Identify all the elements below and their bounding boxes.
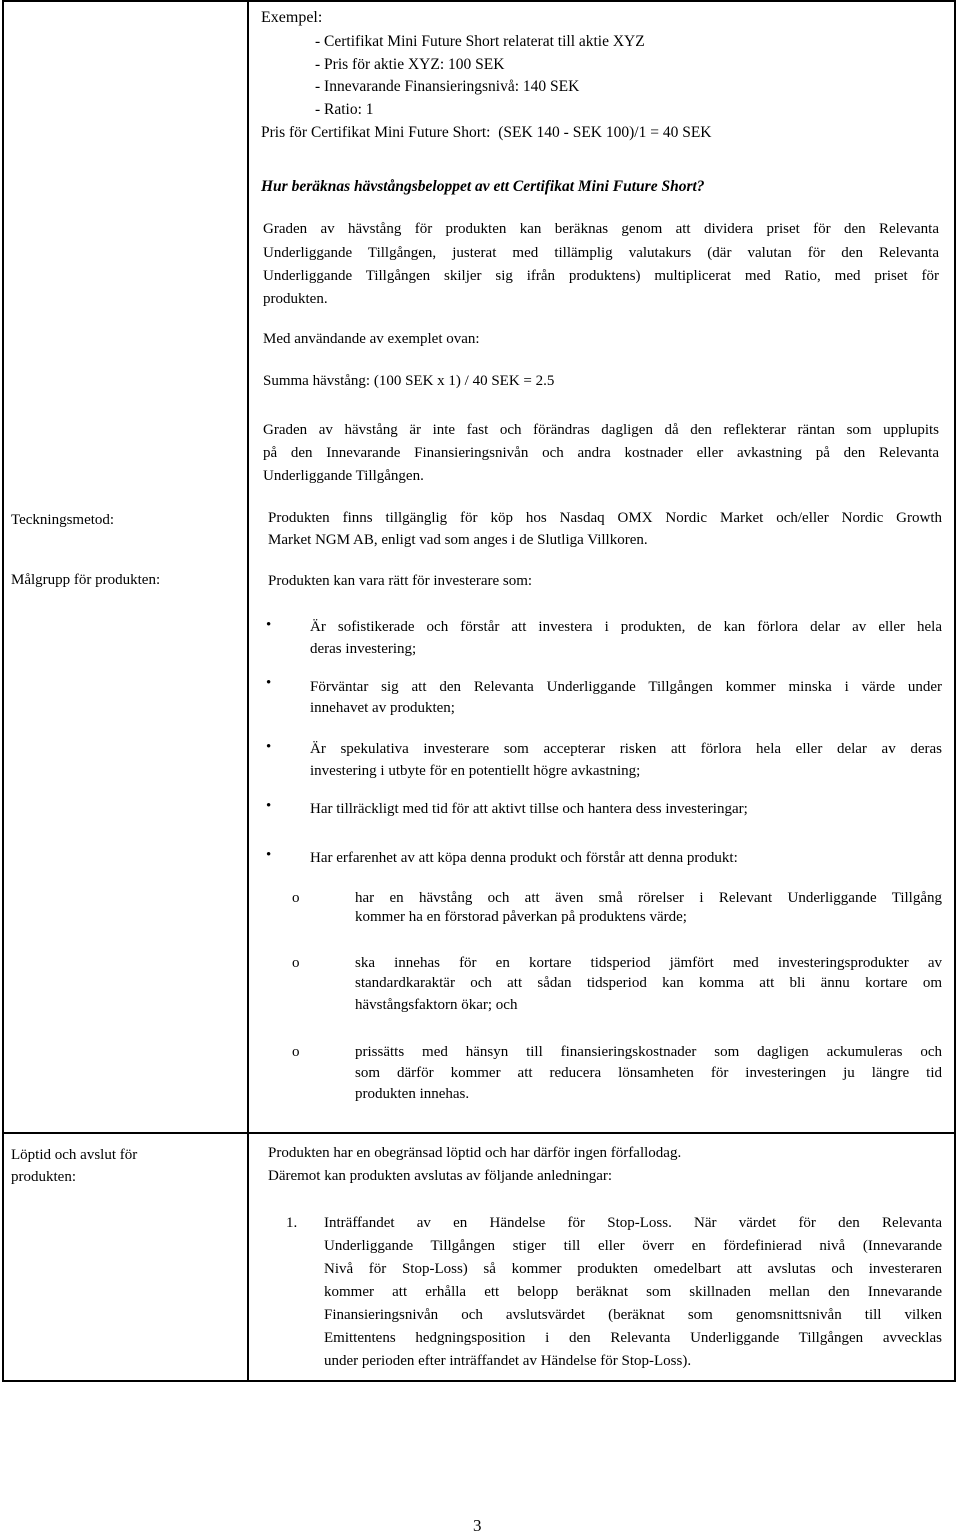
subbullet-line: produkten innehas. bbox=[355, 1086, 470, 1102]
subbullet-line: kommer ha en förstorad påverkan på produktens värde; bbox=[355, 909, 687, 925]
table-column-divider bbox=[247, 0, 249, 1382]
example-price-line: Pris för Certifikat Mini Future Short: (SEK 140 - SEK 100)/1 = 40 SEK bbox=[261, 124, 712, 141]
subbullet-marker: o bbox=[292, 1044, 300, 1060]
subbullet-line: ska innehas för en kortare tidsperiod jämfört med investeringsprodukter av bbox=[355, 955, 942, 971]
term-item-line: Underliggande Tillgången stiger till eller överr en fördefinierad nivå (Innevarande bbox=[324, 1238, 942, 1254]
leverage-para1-line: Underliggande Tillgången skiljer sig ifrån produktens) multiplicerat med Ratio, med priset för bbox=[263, 268, 939, 284]
bullet-marker: • bbox=[266, 847, 272, 863]
term-item-line: Nivå för Stop-Loss) så kommer produkten omedelbart att avslutas och investeraren bbox=[324, 1261, 942, 1277]
target-intro: Produkten kan vara rätt för investerare som: bbox=[268, 573, 533, 589]
bullet-line: Är spekulativa investerare som accepterar risken att förlora hela eller delar av deras bbox=[310, 741, 942, 757]
bullet-marker: • bbox=[266, 798, 272, 814]
subscription-text-line: Market NGM AB, enligt vad som anges i de Slutliga Villkoren. bbox=[268, 532, 648, 548]
subbullet-line: prissätts med hänsyn till finansieringskostnader som dagligen ackumuleras och bbox=[355, 1044, 942, 1060]
term-text-line: Produkten har en obegränsad löptid och har därför ingen förfallodag. bbox=[268, 1145, 682, 1161]
example-item: - Pris för aktie XYZ: 100 SEK bbox=[315, 56, 505, 73]
example-item: - Certifikat Mini Future Short relaterat till aktie XYZ bbox=[315, 33, 645, 50]
term-label-line: produkten: bbox=[11, 1169, 76, 1185]
subbullet-marker: o bbox=[292, 955, 300, 971]
term-item-line: Finansieringsnivån och avslutsvärdet (beräknat som genomsnittsnivån till vilken bbox=[324, 1307, 942, 1323]
example-title: Exempel: bbox=[261, 9, 323, 26]
bullet-marker: • bbox=[266, 739, 272, 755]
leverage-formula: Summa hävstång: (100 SEK x 1) / 40 SEK = 2.5 bbox=[263, 373, 555, 389]
example-item: - Ratio: 1 bbox=[315, 101, 374, 118]
table-border-right bbox=[954, 0, 956, 1382]
bullet-line: investering i utbyte för en potentiellt högre avkastning; bbox=[310, 763, 641, 779]
bullet-marker: • bbox=[266, 675, 272, 691]
term-label-line: Löptid och avslut för bbox=[11, 1147, 138, 1163]
term-item-number: 1. bbox=[286, 1215, 298, 1231]
subbullet-line: hävstångsfaktorn ökar; och bbox=[355, 997, 518, 1013]
bullet-line: Är sofistikerade och förstår att investera i produkten, de kan förlora delar av eller hela bbox=[310, 619, 942, 635]
subbullet-line: som därför kommer att reducera lönsamheten för investeringen ju längre tid bbox=[355, 1065, 942, 1081]
bullet-line: deras investering; bbox=[310, 641, 417, 657]
example-item: - Innevarande Finansieringsnivå: 140 SEK bbox=[315, 78, 580, 95]
table-border-left bbox=[2, 0, 4, 1382]
subscription-label: Teckningsmetod: bbox=[11, 512, 115, 528]
term-item-line: under perioden efter inträffandet av Händelse för Stop-Loss). bbox=[324, 1353, 692, 1369]
leverage-para3-line: Graden av hävstång är inte fast och förändras dagligen då den reflekterar räntan som upplupits bbox=[263, 422, 939, 438]
subscription-text-line: Produkten finns tillgänglig för köp hos Nasdaq OMX Nordic Market och/eller Nordic Growth bbox=[268, 510, 942, 526]
leverage-example-intro: Med användande av exemplet ovan: bbox=[263, 331, 480, 347]
term-item-line: Inträffandet av en Händelse för Stop-Loss. När värdet för den Relevanta bbox=[324, 1215, 942, 1231]
row-divider-term bbox=[2, 1132, 956, 1134]
leverage-para1-line: produkten. bbox=[263, 291, 328, 307]
bullet-marker: • bbox=[266, 617, 272, 633]
page-number: 3 bbox=[473, 1516, 482, 1535]
term-item-line: kommer att erhålla ett belopp beräknat som skillnaden mellan den Innevarande bbox=[324, 1284, 942, 1300]
target-label: Målgrupp för produkten: bbox=[11, 572, 161, 588]
subbullet-marker: o bbox=[292, 890, 300, 906]
leverage-para3-line: Underliggande Tillgången. bbox=[263, 468, 424, 484]
leverage-para1-line: Underliggande Tillgången, justerat med tillämplig valutakurs (där valutan för den Relevanta bbox=[263, 245, 939, 261]
bullet-line: Förväntar sig att den Relevanta Underliggande Tillgången kommer minska i värde under bbox=[310, 679, 942, 695]
bullet-line: innehavet av produkten; bbox=[310, 700, 455, 716]
leverage-para1-line: Graden av hävstång för produkten kan beräknas genom att dividera priset för den Relevanta bbox=[263, 221, 939, 237]
term-item-line: Emittentens hedgningsposition i den Relevanta Underliggande Tillgången avvecklas bbox=[324, 1330, 942, 1346]
table-border-bottom bbox=[2, 1380, 956, 1382]
term-text-line: Däremot kan produkten avslutas av följande anledningar: bbox=[268, 1168, 613, 1184]
table-border-top bbox=[2, 0, 956, 2]
leverage-heading: Hur beräknas hävstångsbeloppet av ett Certifikat Mini Future Short? bbox=[261, 178, 705, 195]
subbullet-line: standardkaraktär och att sådan tidsperiod kan komma att bli ännu kortare om bbox=[355, 975, 942, 991]
subbullet-line: har en hävstång och att även små rörelser i Relevant Underliggande Tillgång bbox=[355, 890, 942, 906]
bullet-line: Har tillräckligt med tid för att aktivt tillse och hantera dess investeringar; bbox=[310, 801, 748, 817]
bullet-line: Har erfarenhet av att köpa denna produkt och förstår att denna produkt: bbox=[310, 850, 738, 866]
leverage-para3-line: på den Innevarande Finansieringsnivån och andra kostnader eller avkastning på den Relevanta bbox=[263, 445, 939, 461]
